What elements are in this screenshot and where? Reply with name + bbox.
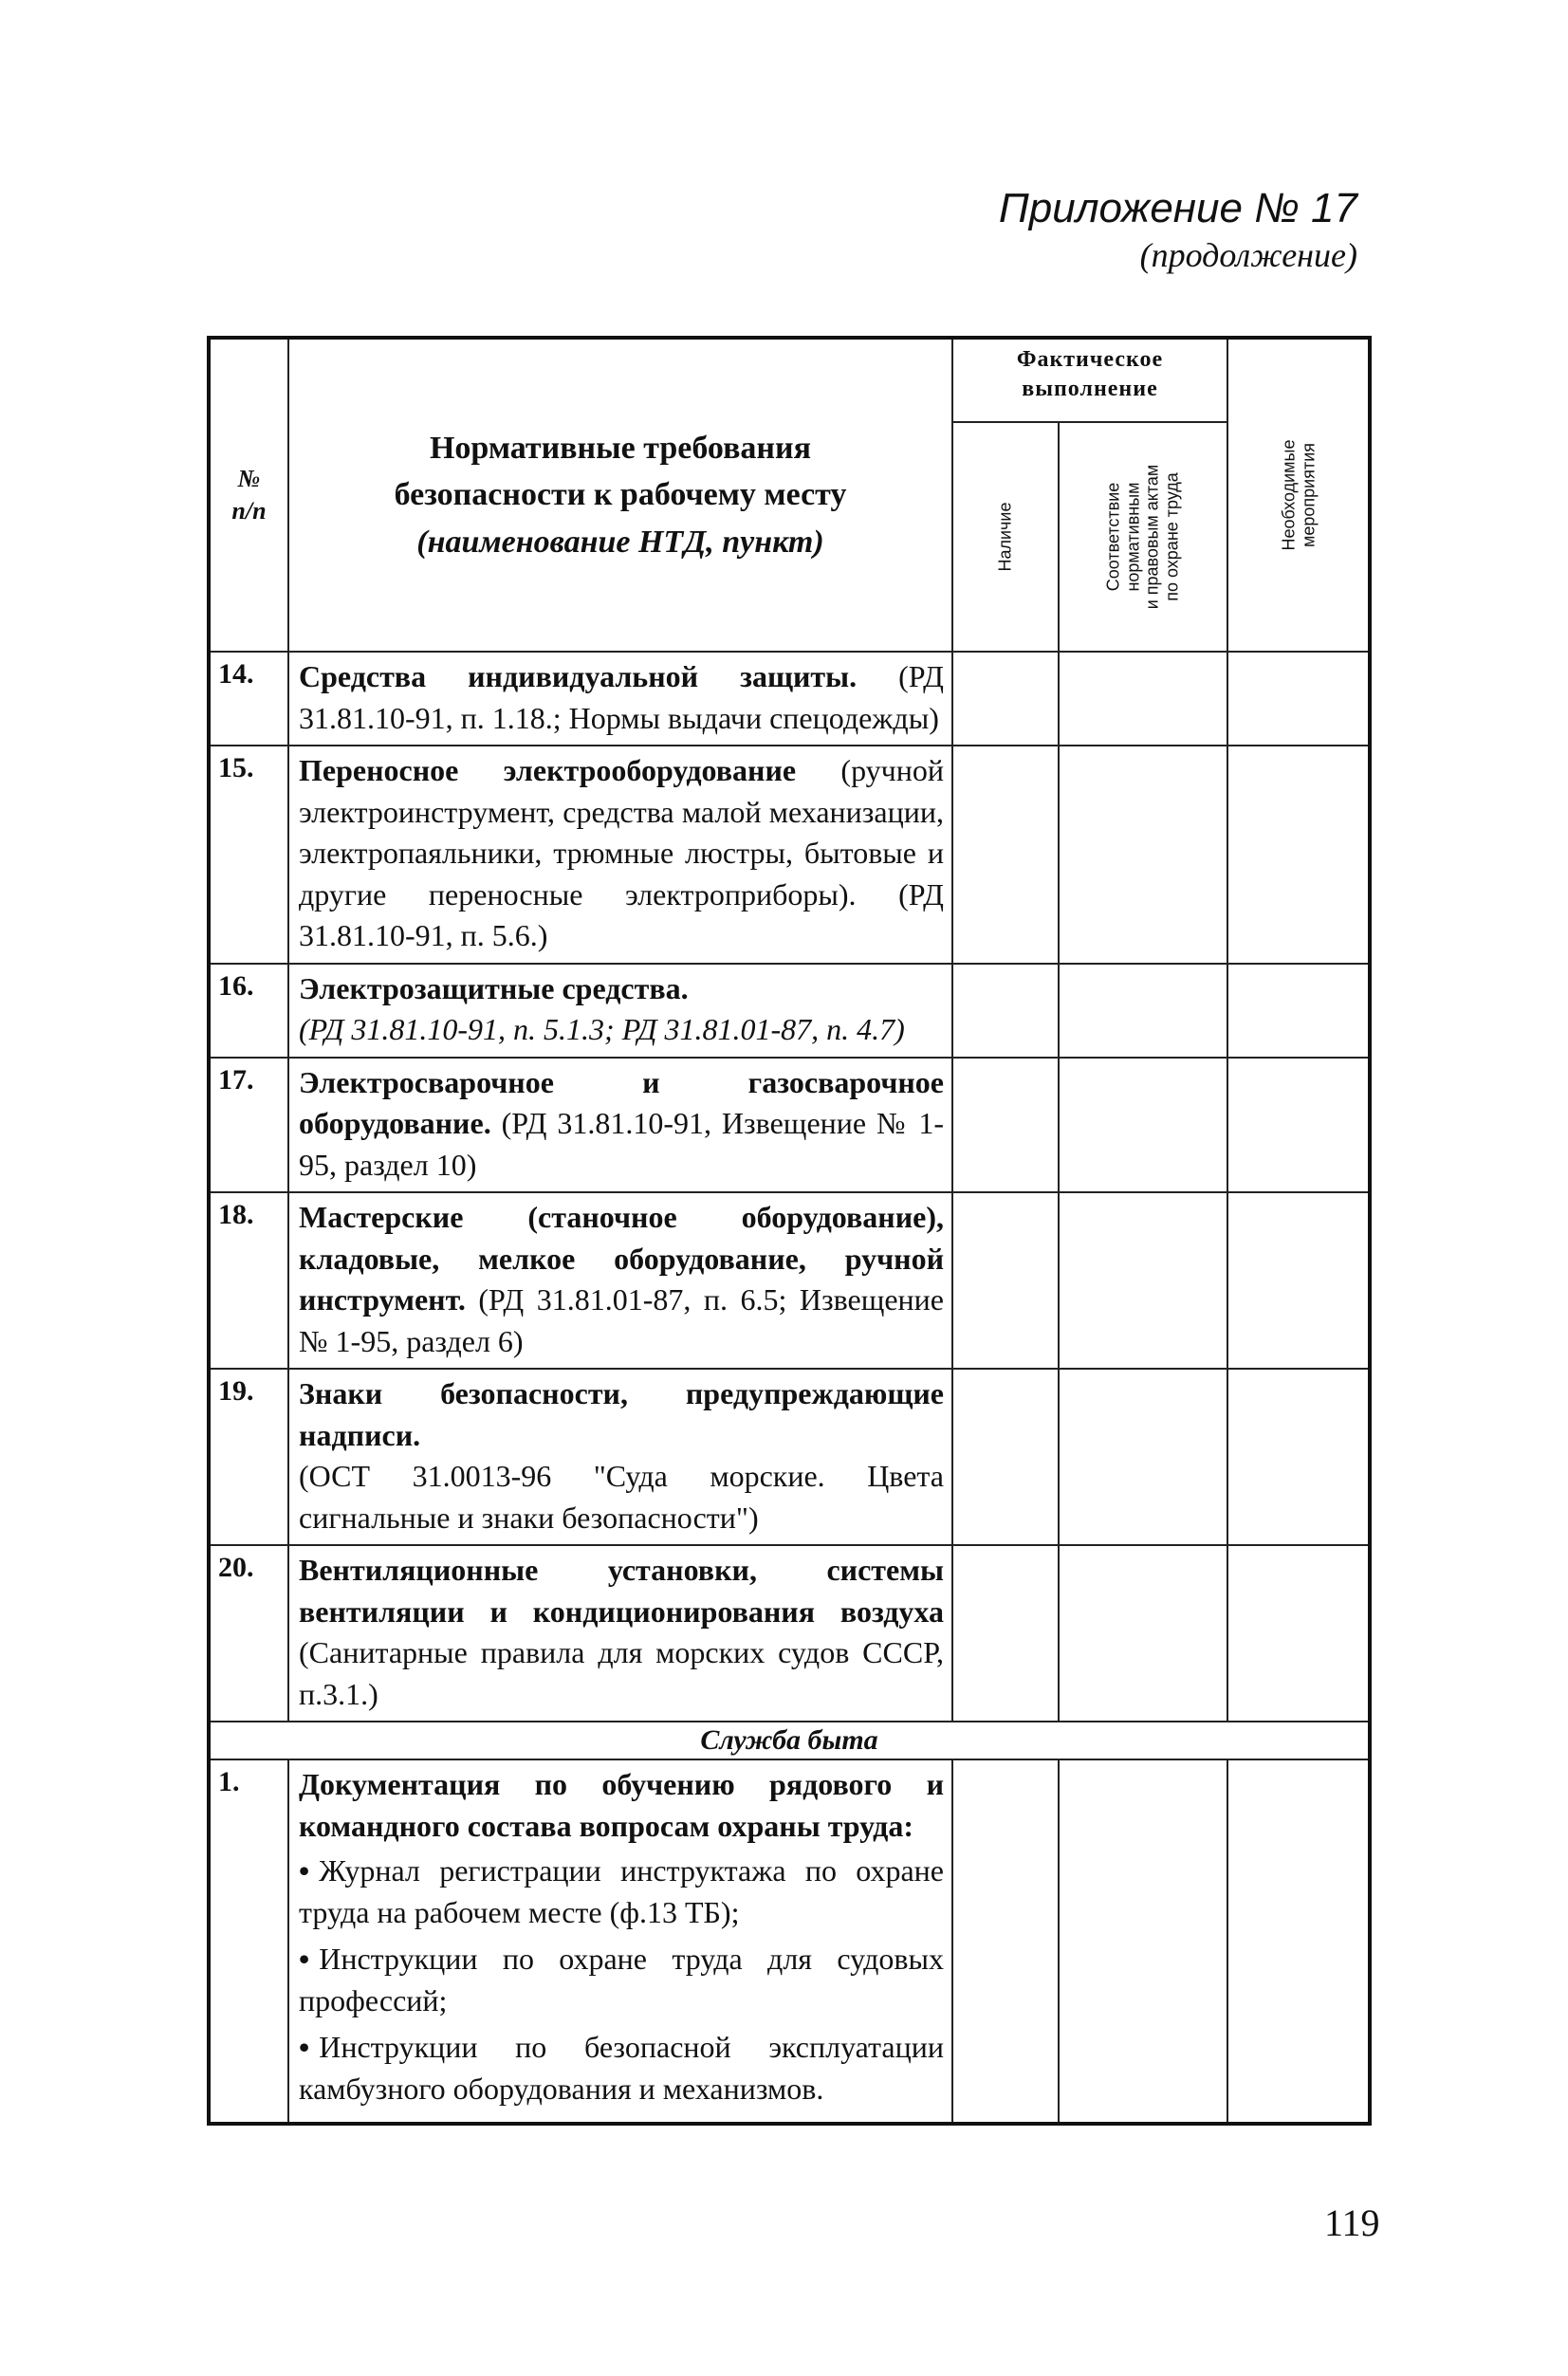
table-header-row <box>209 338 1370 422</box>
row-requirement <box>288 1759 952 2123</box>
availability-label: Наличие <box>995 502 1015 572</box>
cell-measures[interactable] <box>1227 746 1370 964</box>
cell-measures[interactable] <box>1227 964 1370 1058</box>
list-item <box>299 2027 944 2109</box>
appendix-title: Приложение № 17 <box>998 185 1357 231</box>
table-row <box>209 1192 1370 1369</box>
cell-compliance[interactable] <box>1059 1058 1227 1193</box>
compliance-line4: по охране труда <box>1162 472 1182 601</box>
cell-measures[interactable] <box>1227 652 1370 746</box>
table-row <box>209 652 1370 746</box>
row-text: (РД 31.81.10-91, п. 5.1.3; РД 31.81.01-87, п. 4.7) <box>299 1012 905 1047</box>
row-requirement <box>288 1192 952 1369</box>
row-requirement <box>288 652 952 746</box>
cell-measures[interactable] <box>1227 1192 1370 1369</box>
row-number: 14. <box>209 652 288 746</box>
cell-compliance[interactable] <box>1059 1192 1227 1369</box>
bullet-icon: • <box>299 1853 310 1888</box>
row-title: Вентиляционные установки, системы вентиляции и кондиционирования воздуха <box>299 1553 944 1629</box>
measures-line2: мероприятия <box>1298 443 1318 548</box>
row-title: Переносное электрооборудование <box>299 753 797 788</box>
header-availability <box>952 422 1059 652</box>
row-requirement <box>288 1545 952 1722</box>
row-requirement <box>288 746 952 964</box>
header-measures-label <box>1279 439 1318 550</box>
bullet-list <box>299 1851 944 2109</box>
bullet-icon: • <box>299 1942 310 1977</box>
table-row <box>209 1545 1370 1722</box>
table-row <box>209 964 1370 1058</box>
cell-compliance[interactable] <box>1059 1545 1227 1722</box>
header-compliance <box>1059 422 1227 652</box>
row-number: 19. <box>209 1369 288 1545</box>
cell-availability[interactable] <box>952 1058 1059 1193</box>
cell-measures[interactable] <box>1227 1058 1370 1193</box>
requirements-table <box>207 336 1372 2126</box>
header-req-line3: (наименование НТД, пункт) <box>416 524 824 560</box>
cell-availability[interactable] <box>952 1759 1059 2123</box>
cell-compliance[interactable] <box>1059 1369 1227 1545</box>
cell-measures[interactable] <box>1227 1369 1370 1545</box>
table-row <box>209 1759 1370 2123</box>
compliance-line2: нормативным <box>1123 482 1143 592</box>
cell-compliance[interactable] <box>1059 1759 1227 2123</box>
cell-availability[interactable] <box>952 1545 1059 1722</box>
table-row <box>209 746 1370 964</box>
compliance-label <box>1104 465 1183 610</box>
row-title: Средства индивидуальной защиты. <box>299 659 858 693</box>
row-title: Знаки безопасности, предупреждающие надписи. <box>299 1376 944 1452</box>
row-text: (РД 31.81.10-91, Извещение № 1-95, раздел 10) <box>299 1106 944 1182</box>
header-req-line2: безопасности к рабочему месту <box>394 477 847 513</box>
list-item-text: Журнал регистрации инструктажа по охране труда на рабочем месте (ф.13 ТБ); <box>299 1853 944 1929</box>
cell-measures[interactable] <box>1227 1759 1370 2123</box>
row-text: (РД 31.81.01-87, п. 6.5; Извещение № 1-95, раздел 6) <box>299 1282 944 1358</box>
bullet-icon: • <box>299 2030 310 2065</box>
header-measures <box>1227 338 1370 652</box>
list-item <box>299 1851 944 1933</box>
compliance-line1: Соответствие <box>1103 482 1123 592</box>
row-text: (Санитарные правила для морских судов СССР, п.3.1.) <box>299 1635 944 1711</box>
cell-availability[interactable] <box>952 652 1059 746</box>
row-number: 16. <box>209 964 288 1058</box>
list-item <box>299 1939 944 2021</box>
row-text: (РД 31.81.10-91, п. 1.18.; Нормы выдачи спецодежды) <box>299 659 945 735</box>
row-requirement <box>288 1369 952 1545</box>
row-title: Электросварочное и газосварочное оборудование. <box>299 1064 944 1141</box>
list-item-text: Инструкции по охране труда для судовых профессий; <box>299 1942 944 2017</box>
header-number-abbr: п/п <box>231 497 267 525</box>
appendix-heading <box>999 182 1357 277</box>
row-requirement <box>288 1058 952 1193</box>
list-item-text: Инструкции по безопасной эксплуатации камбузного оборудования и механизмов. <box>299 2030 944 2106</box>
cell-compliance[interactable] <box>1059 652 1227 746</box>
row-requirement <box>288 964 952 1058</box>
cell-measures[interactable] <box>1227 1545 1370 1722</box>
row-title: Электрозащитные средства. <box>299 970 689 1005</box>
cell-availability[interactable] <box>952 746 1059 964</box>
page-number: 119 <box>1324 2201 1380 2244</box>
cell-compliance[interactable] <box>1059 964 1227 1058</box>
header-number-sign: № <box>237 465 261 493</box>
row-number: 18. <box>209 1192 288 1369</box>
row-number: 15. <box>209 746 288 964</box>
cell-availability[interactable] <box>952 964 1059 1058</box>
row-title: Мастерские (станочное оборудование), кладовые, мелкое оборудование, ручной инструмент. <box>299 1200 944 1317</box>
row-number: 17. <box>209 1058 288 1193</box>
table-row <box>209 1369 1370 1545</box>
row-text: (ОСТ 31.0013-96 "Суда морские. Цвета сигнальные и знаки безопасности") <box>299 1459 944 1535</box>
service-section-title: Служба быта <box>209 1722 1370 1759</box>
row-title: Документация по обучению рядового и командного состава вопросам охраны труда: <box>299 1767 944 1843</box>
header-number <box>209 338 288 652</box>
cell-availability[interactable] <box>952 1192 1059 1369</box>
header-req-line1: Нормативные требования <box>429 431 812 467</box>
cell-compliance[interactable] <box>1059 746 1227 964</box>
header-requirements <box>288 338 952 652</box>
compliance-line3: и правовым актам <box>1143 464 1162 610</box>
row-number: 20. <box>209 1545 288 1722</box>
cell-availability[interactable] <box>952 1369 1059 1545</box>
service-section-row <box>209 1722 1370 1759</box>
header-actual-fulfillment: Фактическое выполнение <box>952 338 1227 422</box>
row-text: (ручной электроинструмент, средства малой механизации, электропаяльники, трюмные люстры, бытовые и другие переносные электроприборы). (РД 31.81.10-91, п. 5.6.) <box>299 753 945 953</box>
row-number: 1. <box>209 1759 288 2123</box>
measures-line1: Необходимые <box>1278 439 1298 551</box>
appendix-subtitle: (продолжение) <box>1139 236 1357 274</box>
table-row <box>209 1058 1370 1193</box>
